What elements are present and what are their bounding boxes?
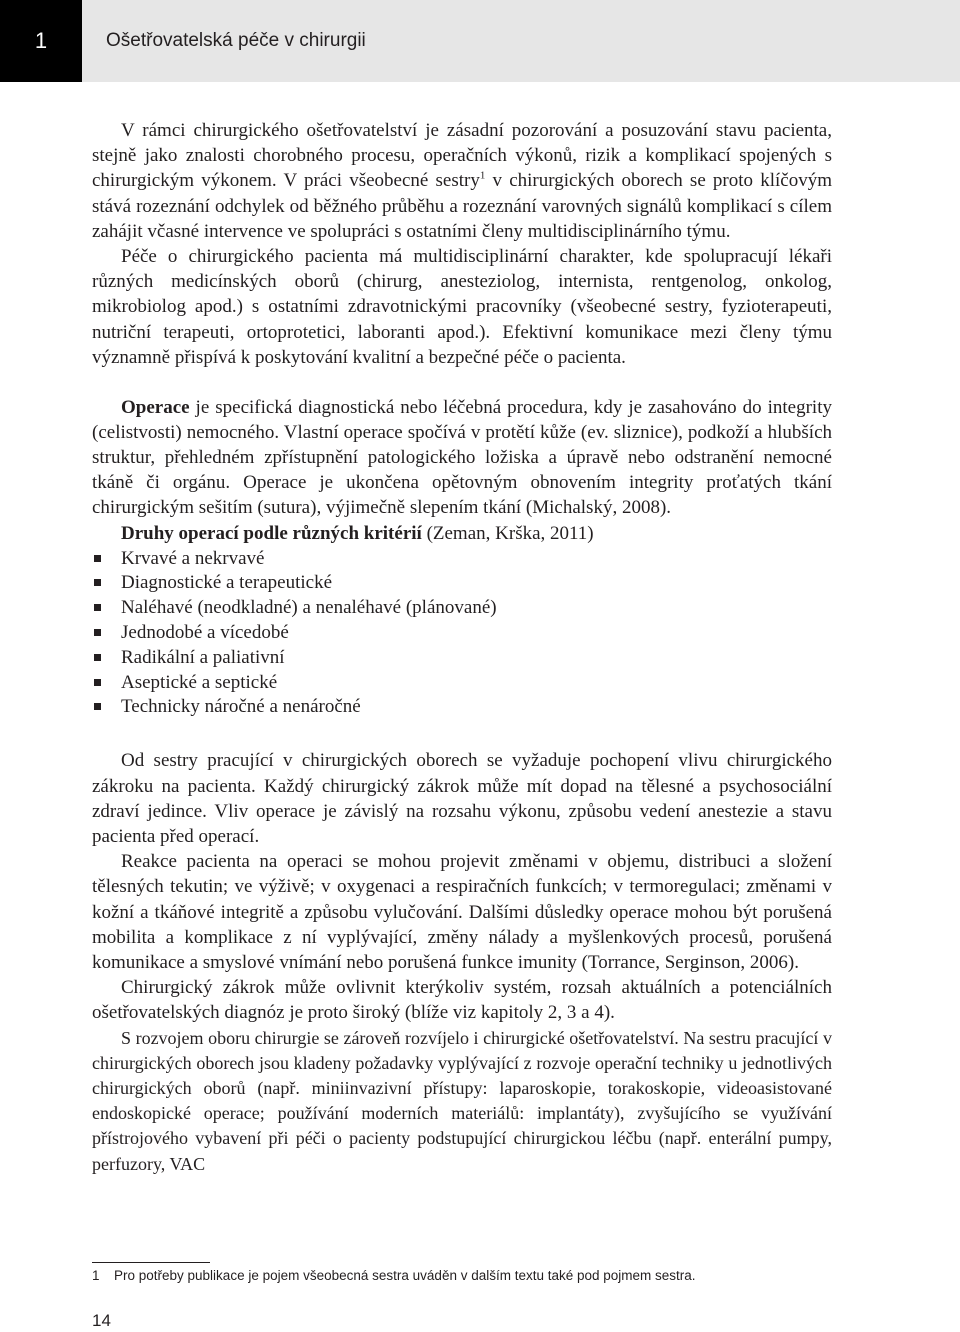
paragraph-nurse-requirements: Od sestry pracující v chirurgických oborech se vyžaduje pochopení vlivu chirurgického zákroku na pacienta. Každý chirurgický zákrok může mít dopad na tělesné a psychosociální zdraví jedince. Vliv operace je závislý na rozsahu výkonu, způsobu vedení anestezie a stavu pacienta před operací.	[92, 750, 832, 847]
list-item	[92, 571, 832, 596]
list-item	[92, 546, 832, 571]
operation-types-heading	[92, 521, 832, 546]
page-number: 14	[92, 1311, 111, 1330]
paragraph-diagnoses: Chirurgický zákrok může ovlivnit kterýkoliv systém, rozsah aktuálních a potenciálních ošetřovatelských diagnóz je proto široký (blíže viz kapitoly 2, 3 a 4).	[92, 977, 832, 1024]
list-item-text: Diagnostické a terapeutické	[121, 572, 333, 594]
chapter-title: Ošetřovatelská péče v chirurgii	[82, 0, 960, 82]
paragraph-multidisciplinary: Péče o chirurgického pacienta má multidisciplinární charakter, kde spolupracují lékaři různých medicínských oborů (chirurg, anesteziolog, internista, rentgenolog, onkolog, mikrobiolog apod.) s ostatními zdravotnickými pracovníky (všeobecné sestry, fyzioterapeuti, nutriční terapeuti, ortoprotetici, laboranti apod.). Efektivní komunikace mezi členy týmu významně přispívá k poskytování kvalitní a bezpečné péče o pacienta.	[92, 246, 832, 368]
operation-types-citation: (Zeman, Krška, 2011)	[421, 522, 594, 544]
bullet-icon	[94, 629, 101, 636]
list-item-text: Jednodobé a vícedobé	[121, 621, 289, 643]
list-item-text: Technicky náročné a nenáročné	[121, 696, 361, 718]
footnote-text: Pro potřeby publikace je pojem všeobecná sestra uváděn v dalším textu také pod pojmem sestra.	[114, 1268, 696, 1283]
paragraph-patient-reactions: Reakce pacienta na operaci se mohou projevit změnami v objemu, distribuci a složení tělesných tekutin; ve výživě; v oxygenaci a respiračních funkcích; v termoregulaci; změnami v kožní a tkáňové integritě a způsobu vylučování. Dalšími důsledky operace mohou být porušená mobilita a komplikace z ní vyplývající, změny nálady a myšlenkových procesů, porušená komunikace a smyslové vnímání nebo porušená funkce imunity (Torrance, Serginson, 2006).	[92, 851, 832, 973]
chapter-number: 1	[0, 0, 82, 82]
bullet-icon	[94, 654, 101, 661]
bullet-icon	[94, 703, 101, 710]
paragraph-intro-part1: V rámci chirurgického ošetřovatelství je zásadní pozorování a posuzování stavu pacienta, stejně jako znalosti chorobného procesu, operačních výkonů, rizik a komplikací spojených s chirurgickým výkonem. V práci všeobecné sestry	[92, 120, 832, 192]
footnote	[92, 1268, 852, 1283]
bullet-icon	[94, 679, 101, 686]
footnote-number: 1	[92, 1268, 100, 1283]
list-item-text: Naléhavé (neodkladné) a nenaléhavé (plánované)	[121, 597, 497, 619]
bullet-icon	[94, 555, 101, 562]
list-item	[92, 695, 832, 720]
operation-types-title: Druhy operací podle různých kritérií	[121, 522, 422, 544]
operation-definition-text: je specifická diagnostická nebo léčebná procedura, kdy je zasahováno do integrity (celistvosti) nemocného. Vlastní operace spočívá v protětí kůže (ev. sliznice), podkoží a hlubších struktur, přehledném zpřístupnění patologického ložiska a úpravě nebo odstranění nemocné tkáně či orgánu. Operace je ukončena opětovným obnovením integrity proťatých tkání chirurgickým sešitím (sutura), výjimečně slepením tkání (Michalský, 2008).	[92, 396, 832, 519]
paragraph-intro	[92, 118, 832, 244]
list-item-text: Aseptické a septické	[121, 671, 278, 693]
body-text	[92, 118, 832, 1177]
paragraph-operation-definition	[92, 395, 832, 521]
paragraph-development: S rozvojem oboru chirurgie se zároveň rozvíjelo i chirurgické ošetřovatelství. Na sestru pracující v chirurgických oborech jsou kladeny požadavky vyplývající z rozvoje operační techniky u jednotlivých chirurgických oborů (např. miniinvazivní přístupy: laparoskopie, torakoskopie, videoasistované endoskopické operace; používání moderních materiálů: implantáty), zvyšujícího se využívání přístrojového vybavení při péči o pacienty podstupující chirurgickou léčbu (např. enterální pumpy, perfuzory, VAC	[92, 1027, 832, 1174]
footnote-ref: 1	[479, 170, 486, 183]
chapter-header	[0, 0, 960, 82]
list-item-text: Krvavé a nekrvavé	[121, 547, 265, 569]
footnote-divider	[92, 1262, 210, 1263]
bullet-icon	[94, 604, 101, 611]
list-item	[92, 670, 832, 695]
list-item	[92, 620, 832, 645]
list-item	[92, 645, 832, 670]
paragraph-intro-part2: v chirurgických oborech se proto klíčovým stává rozeznání odchylek od běžného průběhu a rozeznání varovných signálů komplikací s cílem zahájit včasné intervence ve spolupráci s ostatními členy multidisciplinárního týmu.	[92, 170, 832, 242]
term-operace: Operace	[121, 396, 190, 418]
operation-types-list	[92, 546, 832, 720]
bullet-icon	[94, 579, 101, 586]
list-item	[92, 595, 832, 620]
list-item-text: Radikální a paliativní	[121, 646, 285, 668]
